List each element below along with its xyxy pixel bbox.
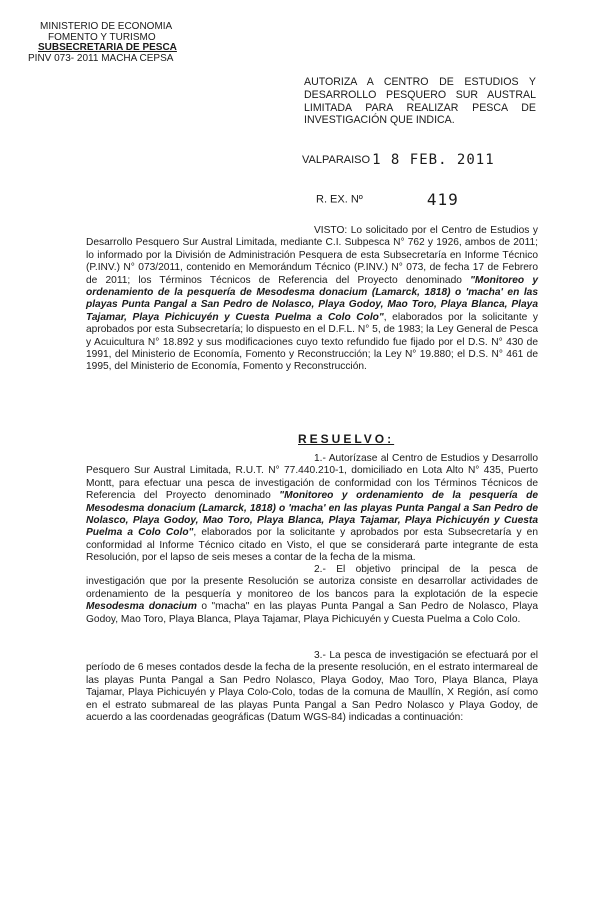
ministry-line-2: FOMENTO Y TURISMO <box>48 31 156 43</box>
stamped-date: 1 8 FEB. 2011 <box>372 152 495 168</box>
resolution-label: R. EX. Nº <box>316 193 363 206</box>
ministry-line: MINISTERIO DE ECONOMIA <box>40 21 173 32</box>
article-number: 3.- <box>314 650 326 661</box>
resuelvo-heading: RESUELVO: <box>298 432 395 446</box>
visto-text: Lo solicitado por el Centro de Estudios y Desarrollo Pesquero Sur Austral Limitada, mediante C.I. Subpesca N° 762 y 1926, ambos de 2011; lo informado por la División de Administración Pesquera de esta Subsecretaría en Informe Técnico (P.INV.) N° 073/2011, contenido en Memorándum Técnico (P.INV.) N° 073, de fecha 17 de Febrero de 2011; los Términos Técnicos de Referencia del Proyecto denominado <box>86 225 538 286</box>
city: VALPARAISO <box>302 154 371 166</box>
article-1 <box>86 453 538 565</box>
article-text: El objetivo principal de la pesca de investigación que por la presente Resolución se autoriza consiste en desarrollar actividades de ordenamiento de la pesquería y monitoreo de los bancos para la explotación de la especie <box>86 564 538 600</box>
visto-project-title: "Monitoreo y ordenamiento de la pesquería de Mesodesma donacium (Lamarck, 1818) o 'macha' en las playas Punta Pangal a San Pedro de Nolasco, Playa Godoy, Mao Toro, Playa Blanca, Playa Tajamar, Playa Pichicuyén y Cuesta Puelma a Colo Colo" <box>86 274 538 323</box>
subject-line: LIMITADA PARA REALIZAR PESCA DE <box>304 101 536 114</box>
article-number: 2.- <box>314 564 326 575</box>
article-text-2: , elaborados por la solicitante y aprobados por esta Subsecretaría y en conformidad al Informe Técnico citado en Visto, el que se considerará parte integrante de esta Resolución, por el lapso de seis meses a contar de la fecha de la misma. <box>86 527 538 564</box>
article-3 <box>86 650 538 724</box>
article-text: Autorízase al Centro de Estudios y Desarrollo Pesquero Sur Austral Limitada, R.U.T. N° 77.440.210-1, domiciliado en Lota Alto N° 435, Puerto Montt, para efectuar una pesca de investigación de conformidad con los Términos Técnicos de Referencia del Proyecto denominado <box>86 453 538 502</box>
subject-line: DESARROLLO PESQUERO SUR AUSTRAL <box>304 88 536 101</box>
article-2 <box>86 564 538 626</box>
visto-paragraph <box>86 225 538 374</box>
subject-block <box>304 76 536 127</box>
species-name: Mesodesma donacium <box>86 601 197 613</box>
subsecretaria-line: SUBSECRETARIA DE PESCA <box>38 42 177 53</box>
subject-line: AUTORIZA A CENTRO DE ESTUDIOS Y <box>304 76 536 88</box>
article-text: La pesca de investigación se efectuará por el período de 6 meses contados desde la fecha de la presente resolución, en el estrato intermareal de las playas Punta Pangal a San Pedro Nolasco, Playa Godoy, Mao Toro, Playa Blanca, Playa Tajamar, Playa Pichicuyén y Playa Colo-Colo, todas de la comuna de Maullín, X Región, así como en el estrato submareal de las playas Punta Pangal a San Pedro Nolasco y Playa Godoy, de acuerdo a las coordenadas geográficas (Datum WGS-84) indicadas a continuación: <box>86 650 538 724</box>
article-project-title: "Monitoreo y ordenamiento de la pesquería de Mesodesma donacium (Lamarck, 1818) o 'macha' en las playas Punta Pangal a San Pedro de Nolasco, Playa Godoy, Mao Toro, Playa Blanca, Playa Tajamar, Playa Pichicuyén y Cuesta Puelma a Colo Colo" <box>86 490 539 539</box>
place-date <box>302 152 495 168</box>
resolution-stamped-number: 419 <box>426 190 459 209</box>
article-text-2: o "macha" en las playas Punta Pangal a San Pedro de Nolasco, Playa Godoy, Mao Toro, Playa Blanca, Playa Tajamar, Playa Pichicuyén y Cuesta Puelma a Colo Colo. <box>86 601 538 625</box>
reference-code: PINV 073- 2011 MACHA CEPSA <box>28 52 174 64</box>
visto-text-2: , elaborados por la solicitante y aprobados por esta Subsecretaría; lo dispuesto en el D.F.L. N° 5, de 1983; la Ley General de Pesca y Acuicultura N° 18.892 y sus modificaciones cuyo texto refundido fue fijado por el D.S. N° 430 de 1991, del Ministerio de Economía, Fomento y Reconstrucción; la Ley N° 19.880; el D.S. N° 461 de 1995, del Ministerio de Economía, Fomento y Reconstrucción. <box>86 311 538 373</box>
visto-intro: VISTO: <box>314 225 348 236</box>
article-number: 1.- <box>314 453 326 464</box>
letterhead <box>28 21 177 64</box>
resolution-number <box>316 190 459 209</box>
subject-line: INVESTIGACIÓN QUE INDICA. <box>304 114 455 127</box>
